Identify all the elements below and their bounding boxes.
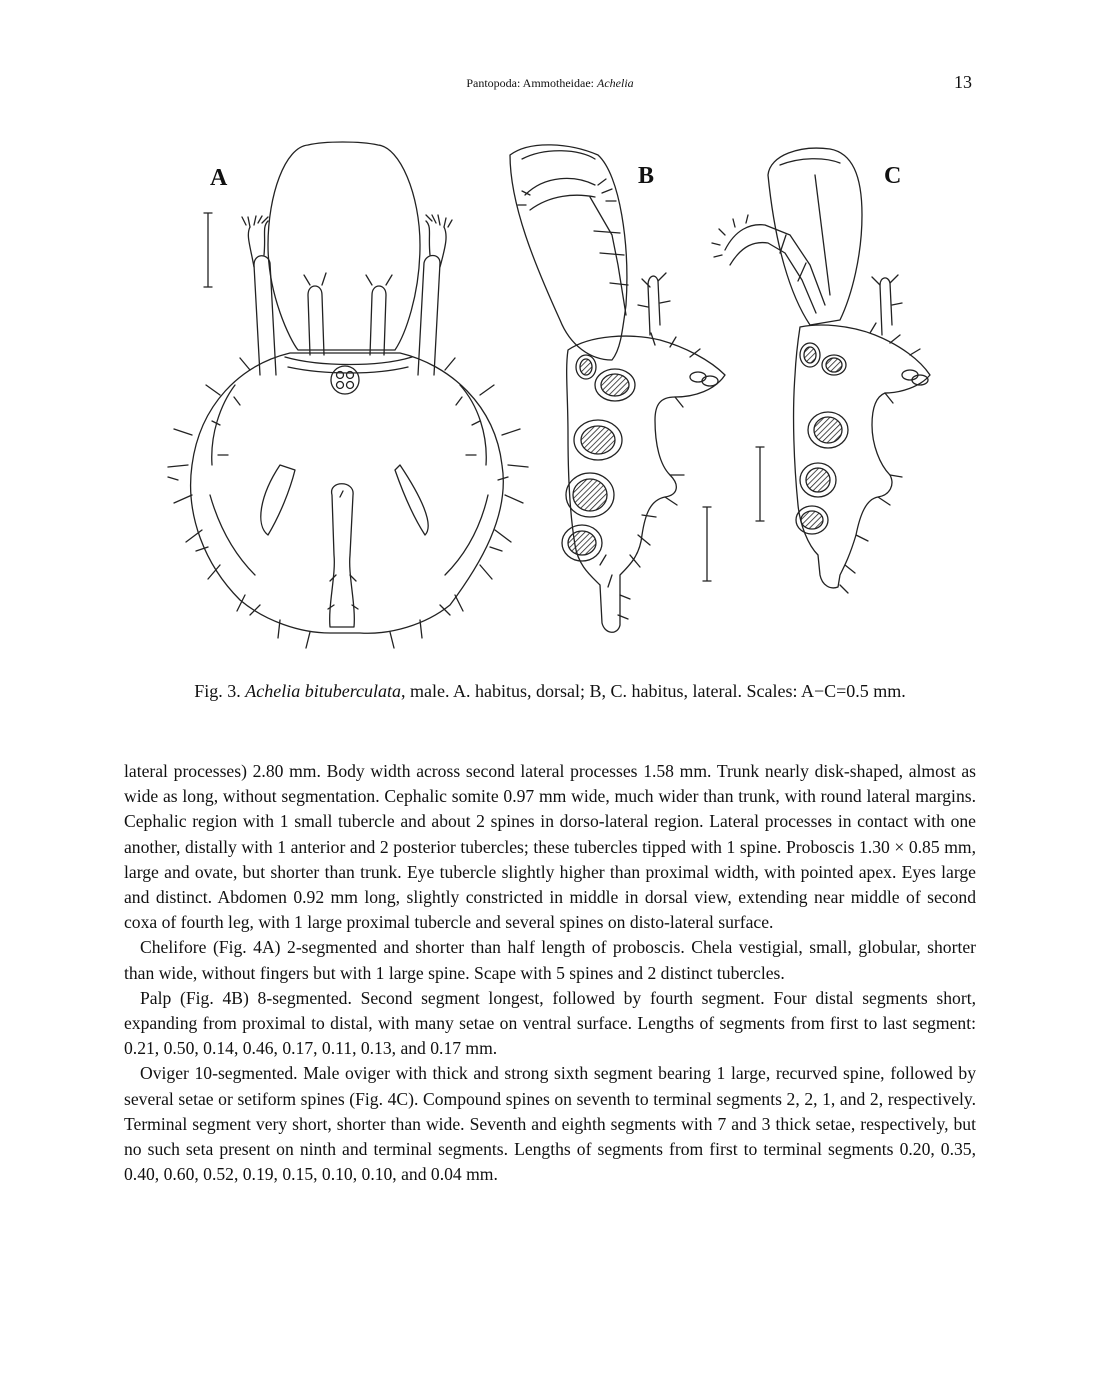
running-head	[0, 76, 1100, 91]
habitus-dorsal-drawing	[168, 142, 528, 648]
habitus-lateral-b-drawing	[510, 145, 725, 632]
paragraph-chelifore: Chelifore (Fig. 4A) 2-segmented and shorter than half length of proboscis. Chela vestigial, small, globular, shorter than wide, without fingers but with 1 large spine. Scape with 5 spines and 2 distinct tubercles.	[124, 937, 976, 983]
panel-label-c: C	[884, 163, 902, 189]
running-head-prefix: Pantopoda: Ammotheidae:	[466, 76, 597, 90]
body-text	[124, 759, 976, 1187]
habitus-lateral-c-drawing	[712, 148, 930, 593]
running-head-genus: Achelia	[597, 76, 634, 90]
caption-text: , male. A. habitus, dorsal; B, C. habitus, lateral. Scales: A−C=0.5 mm.	[401, 681, 906, 701]
paragraph-trunk: lateral processes) 2.80 mm. Body width across second lateral processes 1.58 mm. Trunk nearly disk-shaped, almost as wide as long, without segmentation. Cephalic somite 0.97 mm wide, much wider than trunk, with round lateral margins. Cephalic region with 1 small tubercle and about 2 spines in dorso-lateral region. Lateral processes in contact with one another, distally with 1 anterior and 2 posterior tubercles; these tubercles tipped with 1 spine. Proboscis 1.30 × 0.85 mm, large and ovate, but shorter than trunk. Eye tubercle slightly higher than proximal width, with pointed apex. Eyes large and distinct. Abdomen 0.92 mm long, slightly constricted in middle in dorsal view, extending near middle of second coxa of fourth leg, with 1 large proximal tubercle and several spines on disto-lateral surface.	[124, 761, 976, 933]
paragraph-oviger: Oviger 10-segmented. Male oviger with thick and strong sixth segment bearing 1 large, recurved spine, followed by several setae or setiform spines (Fig. 4C). Compound spines on seventh to terminal segments 2, 2, 1, and 2, respectively. Terminal segment very short, shorter than wide. Seventh and eighth segments with 7 and 3 thick setae, respectively, but no such seta present on ninth and terminal segments. Lengths of segments from first to terminal segments 0.20, 0.35, 0.40, 0.60, 0.52, 0.19, 0.15, 0.10, 0.10, and 0.04 mm.	[124, 1063, 976, 1185]
panel-label-b: B	[638, 163, 655, 189]
panel-label-a: A	[210, 165, 228, 191]
habitus-drawings	[150, 135, 970, 655]
caption-species: Achelia bituberculata	[245, 681, 402, 701]
page-number: 13	[954, 72, 972, 92]
figure-caption	[0, 681, 1100, 702]
paragraph-palp: Palp (Fig. 4B) 8-segmented. Second segment longest, followed by fourth segment. Four distal segments short, expanding from proximal to distal, with many setae on ventral surface. Lengths of segments from first to last segment: 0.21, 0.50, 0.14, 0.46, 0.17, 0.11, 0.13, and 0.17 mm.	[124, 987, 976, 1059]
figure-3	[150, 135, 970, 655]
caption-prefix: Fig. 3.	[194, 681, 246, 701]
